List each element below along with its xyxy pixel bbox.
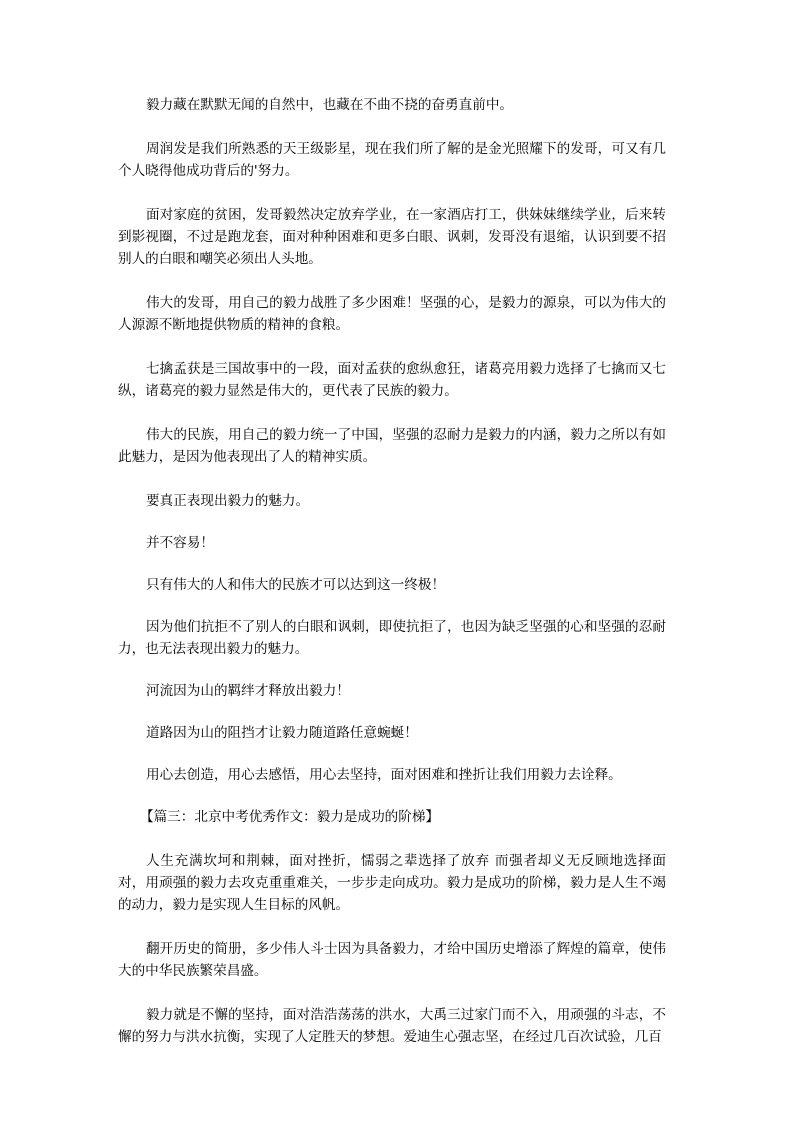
paragraph: 道路因为山的阻挡才让毅力随道路任意蜿蜒！: [146, 725, 418, 741]
paragraph: 周润发是我们所熟悉的天王级影星，现在我们所了解的是金光照耀下的发哥，可又有几个人晓得他成功背后的'努力。: [118, 141, 666, 179]
paragraph: 因为他们抗拒不了别人的白眼和讽刺，即使抗拒了，也因为缺乏坚强的心和坚强的忍耐力，也无法表现出毅力的魅力。: [118, 619, 666, 657]
paragraph: 毅力就是不懈的坚持，面对浩浩荡荡的洪水，大禹三过家门而不入，用顽强的斗志，不懈的努力与洪水抗衡，实现了人定胜天的梦想。爱迪生心强志坚，在经过几百次试验，几百: [118, 1007, 666, 1045]
paragraph: 用心去创造，用心去感悟，用心去坚持，面对困难和挫折让我们用毅力去诠释。: [146, 767, 622, 783]
paragraph: 只有伟大的人和伟大的民族才可以达到这一终极！: [146, 577, 446, 593]
document-page: [118, 94, 666, 1070]
paragraph: 伟大的发哥，用自己的毅力战胜了多少困难！坚强的心，是毅力的源泉，可以为伟大的人源源不断地提供物质的精神的食粮。: [118, 295, 666, 333]
paragraph: 面对家庭的贫困，发哥毅然决定放弃学业，在一家酒店打工，供妹妹继续学业，后来转到影视圈，不过是跑龙套，面对种种困难和更多白眼、讽刺，发哥没有退缩，认识到要不招别人的白眼和嘲笑必须出人头地。: [118, 207, 666, 267]
paragraph: 并不容易！: [146, 535, 214, 551]
paragraph: 七擒孟获是三国故事中的一段，面对孟获的愈纵愈狂，诸葛亮用毅力选择了七擒而又七纵，诸葛亮的毅力显然是伟大的，更代表了民族的毅力。: [118, 361, 666, 399]
paragraph: 毅力藏在默默无闻的自然中，也藏在不曲不挠的奋勇直前中。: [146, 97, 514, 113]
paragraph: 伟大的民族，用自己的毅力统一了中国，坚强的忍耐力是毅力的内涵，毅力之所以有如此魅力，是因为他表现出了人的精神实质。: [118, 427, 666, 465]
section-title: 【篇三：北京中考优秀作文：毅力是成功的阶梯】: [140, 809, 440, 825]
paragraph: 河流因为山的羁绊才释放出毅力！: [146, 683, 350, 699]
paragraph: 翻开历史的简册，多少伟人斗士因为具备毅力，才给中国历史增添了辉煌的篇章，使伟大的中华民族繁荣昌盛。: [118, 941, 666, 979]
paragraph: 人生充满坎坷和荆棘，面对挫折，懦弱之辈选择了放弃 而强者却义无反顾地选择面对，用顽强的毅力去攻克重重难关，一步步走向成功。毅力是成功的阶梯，毅力是人生不竭的动力，毅力是实现人生目标的风帆。: [118, 853, 666, 913]
paragraph: 要真正表现出毅力的魅力。: [146, 493, 310, 509]
